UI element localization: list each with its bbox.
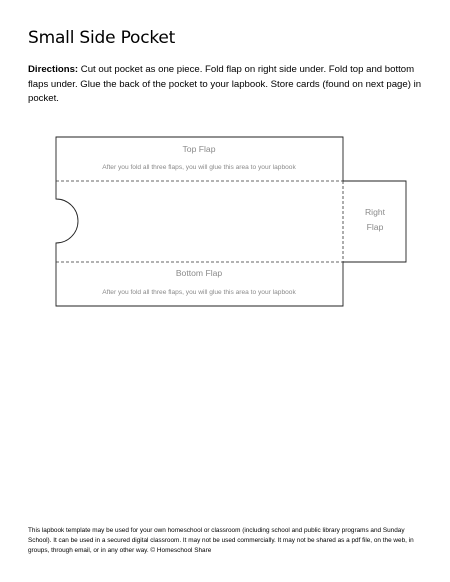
bottom-flap-title: Bottom Flap: [175, 268, 223, 278]
directions-text: Cut out pocket as one piece. Fold flap on right side under. Fold top and bottom flaps under. Glue the back of the pocket to your lapbook. Store cards (found on next page) in pocket.: [28, 64, 422, 104]
top-flap-title: Top Flap: [182, 144, 216, 154]
pocket-outline: [56, 137, 406, 306]
directions-label: Directions:: [28, 64, 79, 75]
page-title: Small Side Pocket: [28, 28, 176, 48]
right-flap-label-line1: Right: [364, 207, 386, 217]
right-flap-label-line2: Flap: [366, 222, 384, 232]
bottom-flap-note: After you fold all three flaps, you will glue this area to your lapbook: [102, 289, 296, 296]
copyright-footer: This lapbook template may be used for your own homeschool or classroom (including school and public library programs and Sunday School). It can be used in a secured digital classroom. It may not be used commercially. It may not be shared as a pdf file, on the web, in groups, through email, or in any other way. © Homeschool Share: [28, 527, 414, 554]
top-flap-note: After you fold all three flaps, you will glue this area to your lapbook: [102, 164, 296, 171]
